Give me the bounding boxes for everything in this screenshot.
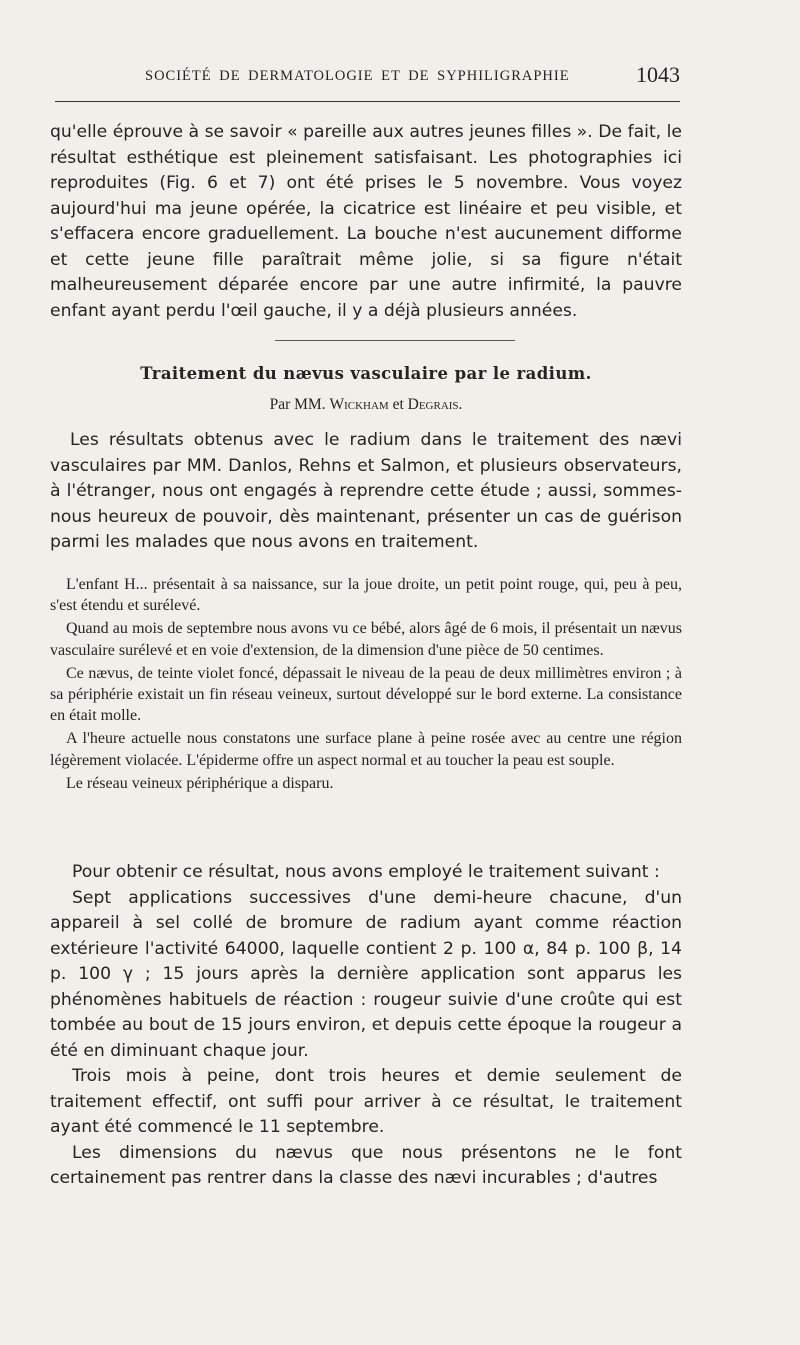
treatment-section [50, 860, 682, 1192]
article-title: Traitement du nævus vasculaire par le radium. [140, 364, 592, 383]
treatment-paragraph: Les dimensions du nævus que nous présentons ne le font certainement pas rentrer dans la classe des nævi incurables ; d'autres [50, 1142, 682, 1188]
header-rule [55, 101, 680, 102]
treatment-paragraph: Trois mois à peine, dont trois heures et demie seulement de traitement effectif, ont suffi pour arriver à ce résultat, le traitement ayant été commencé le 11 septembre. [50, 1066, 682, 1137]
running-title: SOCIÉTÉ DE DERMATOLOGIE ET DE SYPHILIGRAPHIE [145, 68, 570, 84]
article-authors [50, 396, 682, 414]
opening-paragraph: Les résultats obtenus avec le radium dans le traitement des nævi vasculaires par MM. Danlos, Rehns et Salmon, et plusieurs observateurs, à l'étranger, nous ont engagés à reprendre cette étude ; aussi, sommes-nous heureux de pouvoir, dès maintenant, présenter un cas de guérison parmi les malades que nous avons en traitement. [50, 430, 682, 552]
page-header [0, 62, 800, 92]
authors-suffix: . [458, 396, 463, 413]
intro-paragraph-block [50, 120, 682, 324]
authors-joiner: et [392, 396, 404, 413]
intro-paragraph: qu'elle éprouve à se savoir « pareille aux autres jeunes filles ». De fait, le résultat esthétique est pleinement satisfaisant. Les photographies ici reproduites (Fig. 6 et 7) ont été prises le 5 novembre. Vous voyez aujourd'hui ma jeune opérée, la cicatrice est linéaire et peu visible, et s'effacera encore graduellement. La bouche n'est aucunement difforme et cette jeune fille paraîtrait même jolie, si sa figure n'était malheureusement déparée encore par une autre infirmité, la pauvre enfant ayant perdu l'œil gauche, il y a déjà plusieurs années. [50, 122, 682, 321]
authors-prefix: Par MM. [269, 396, 326, 413]
case-paragraph: Le réseau veineux périphérique a disparu. [66, 774, 334, 792]
section-separator [275, 340, 515, 341]
case-paragraph: L'enfant H... présentait à sa naissance, sur la joue droite, un petit point rouge, qui, peu à peu, s'est étendu et surélevé. [50, 576, 682, 615]
author-degrais: Degrais [407, 396, 459, 413]
case-paragraph: Quand au mois de septembre nous avons vu ce bébé, alors âgé de 6 mois, il présentait un nævus vasculaire surélevé et en voie d'extension, de la dimension d'une pièce de 50 centimes. [50, 620, 682, 659]
opening-paragraph-block [50, 428, 682, 556]
case-report [50, 574, 682, 794]
treatment-paragraph: Pour obtenir ce résultat, nous avons employé le traitement suivant : [72, 862, 660, 882]
page-number: 1043 [636, 62, 680, 87]
case-paragraph: Ce nævus, de teinte violet foncé, dépassait le niveau de la peau de deux millimètres environ ; à sa périphérie existait un fin réseau veineux, surtout développé sur le bord externe. La consistance en était molle. [50, 664, 682, 725]
treatment-paragraph: Sept applications successives d'une demi-heure chacune, d'un appareil à sel collé de bromure de radium ayant comme réaction extérieure l'activité 64000, laquelle contient 2 p. 100 α, 84 p. 100 β, 14 p. 100 γ ; 15 jours après la dernière application sont apparus les phénomènes habituels de réaction : rougeur suivie d'une croûte qui est tombée au bout de 15 jours environ, et depuis cette époque la rougeur a été en diminuant chaque jour. [50, 887, 682, 1061]
case-paragraph: A l'heure actuelle nous constatons une surface plane à peine rosée avec au centre une région légèrement violacée. L'épiderme offre un aspect normal et au toucher la peau est souple. [50, 730, 682, 769]
author-wickham: Wickham [329, 396, 389, 413]
